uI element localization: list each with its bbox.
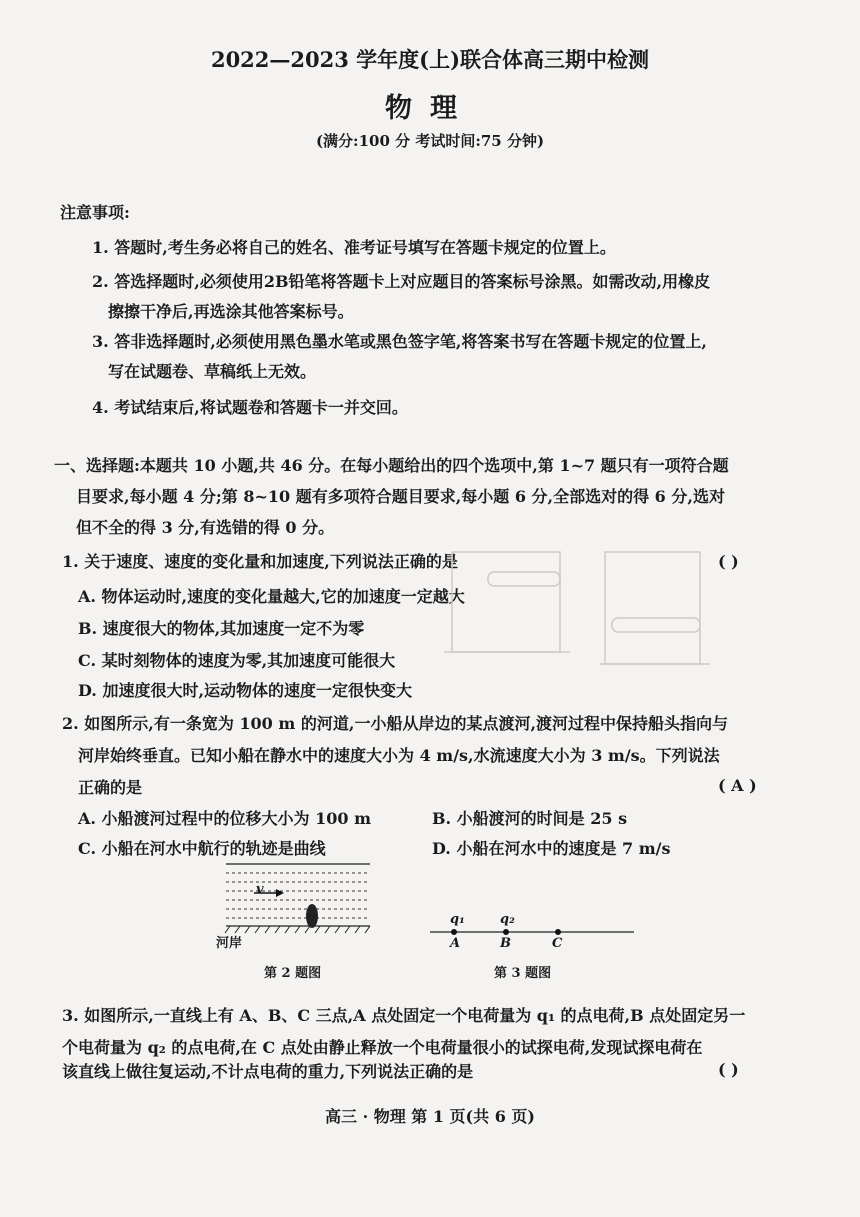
bank-label: 河岸: [216, 936, 243, 951]
option-b: B. 速度很大的物体,其加速度一定不为零: [78, 619, 365, 638]
notice-item: 4. 考试结束后,将试题卷和答题卡一并交回。: [92, 398, 408, 417]
answer-parenthesis: ( ): [718, 552, 739, 571]
notice-item: 擦擦干净后,再选涂其他答案标号。: [108, 302, 354, 321]
option-d: D. 小船在河水中的速度是 7 m/s: [432, 839, 671, 858]
section-instruction: 目要求,每小题 4 分;第 8~10 题有多项符合题目要求,每小题 6 分,全部选对的得 6 分,选对: [76, 487, 725, 506]
section-instruction: 一、选择题:本题共 10 小题,共 46 分。在每小题给出的四个选项中,第 1~7 题只有一项符合题: [54, 456, 729, 475]
option-b: B. 小船渡河的时间是 25 s: [432, 809, 628, 828]
point-a: [451, 929, 457, 935]
exam-meta: (满分:100 分 考试时间:75 分钟): [315, 132, 545, 150]
question-stem: 河岸始终垂直。已知小船在静水中的速度大小为 4 m/s,水流速度大小为 3 m/s。下列说法: [78, 746, 720, 765]
velocity-label: v: [256, 882, 264, 897]
question-stem: 个电荷量为 q₂ 的点电荷,在 C 点处由静止释放一个电荷量很小的试探电荷,发现试探电荷在: [62, 1038, 703, 1057]
notice-item: 写在试题卷、草稿纸上无效。: [108, 362, 317, 381]
question-stem: 2. 如图所示,有一条宽为 100 m 的河道,一小船从岸边的某点渡河,渡河过程中保持船头指向与: [62, 714, 729, 733]
option-d: D. 加速度很大时,运动物体的速度一定很快变大: [78, 681, 413, 700]
question-stem: 该直线上做往复运动,不计点电荷的重力,下列说法正确的是: [62, 1062, 474, 1081]
subject-title: 物理: [385, 93, 475, 124]
charge-q2-label: q₂: [500, 912, 515, 927]
option-c: C. 小船在河水中航行的轨迹是曲线: [78, 839, 326, 858]
point-a-label: A: [450, 936, 461, 951]
question-stem: 3. 如图所示,一直线上有 A、B、C 三点,A 点处固定一个电荷量为 q₁ 的点电荷,B 点处固定另一: [62, 1006, 746, 1025]
page-footer: 高三 · 物理 第 1 页(共 6 页): [325, 1107, 535, 1126]
charge-q1-label: q₁: [450, 912, 465, 927]
option-a: A. 小船渡河过程中的位移大小为 100 m: [78, 809, 372, 828]
figure-caption: 第 2 题图: [264, 966, 322, 981]
option-c: C. 某时刻物体的速度为零,其加速度可能很大: [78, 651, 396, 670]
boat-icon: [306, 904, 318, 928]
point-c: [555, 929, 561, 935]
notice-heading: 注意事项:: [60, 203, 130, 222]
option-a: A. 物体运动时,速度的变化量越大,它的加速度一定越大: [78, 587, 465, 606]
figure-caption: 第 3 题图: [494, 966, 552, 981]
point-b: [503, 929, 509, 935]
answer-parenthesis: ( A ): [718, 776, 757, 795]
faint-container-figure: [440, 548, 740, 678]
question-stem: 正确的是: [78, 778, 143, 797]
question-stem: 1. 关于速度、速度的变化量和加速度,下列说法正确的是: [62, 552, 458, 571]
notice-item: 2. 答选择题时,必须使用2B铅笔将答题卡上对应题目的答案标号涂黑。如需改动,用橡皮: [92, 272, 711, 291]
answer-parenthesis: ( ): [718, 1060, 739, 1079]
notice-item: 3. 答非选择题时,必须使用黑色墨水笔或黑色签字笔,将答案书写在答题卡规定的位置上,: [92, 332, 707, 351]
section-instruction: 但不全的得 3 分,有选错的得 0 分。: [76, 518, 335, 537]
river-figure: [220, 860, 380, 940]
notice-item: 1. 答题时,考生务必将自己的姓名、准考证号填写在答题卡规定的位置上。: [92, 238, 616, 257]
point-c-label: C: [552, 936, 563, 951]
point-b-label: B: [500, 936, 511, 951]
exam-title: 2022—2023 学年度(上)联合体高三期中检测: [210, 47, 650, 72]
